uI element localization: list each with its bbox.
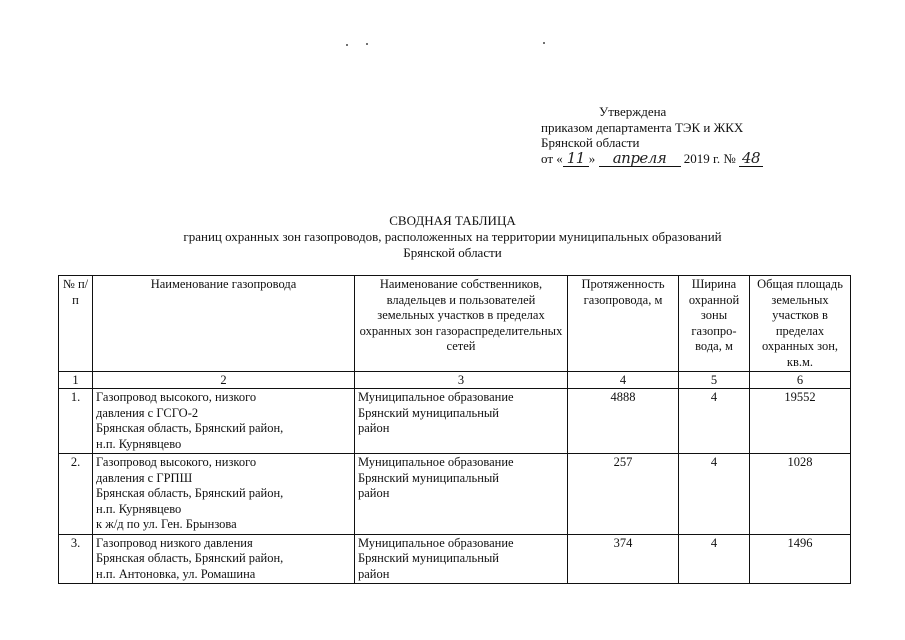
header-owner: Наименование собственников, владельцев и пользователей земельных участков в пределах охранных зон газораспределительных сетей — [355, 276, 568, 372]
pipeline-name-line: Брянская область, Брянский район, — [96, 486, 284, 500]
column-number-row — [59, 372, 851, 389]
owner-line: Муниципальное образование — [358, 535, 514, 550]
owner-line: район — [358, 486, 390, 500]
date-month: апреля — [612, 148, 667, 167]
date-day-field — [563, 148, 589, 167]
owner-line: Брянский муниципальный — [358, 405, 499, 420]
length-cell: 257 — [568, 454, 679, 535]
column-number: 4 — [568, 372, 679, 389]
table-row — [59, 454, 851, 535]
title-line-2: границ охранных зон газопроводов, расположенных на территории муниципальных образований — [183, 229, 722, 244]
order-number: 48 — [742, 148, 761, 167]
title-line-1: СВОДНАЯ ТАБЛИЦА — [389, 213, 516, 228]
owner-line: Брянский муниципальный — [358, 470, 499, 485]
number-prefix: № — [723, 150, 736, 166]
table-row — [59, 534, 851, 584]
zone-width-cell: 4 — [679, 454, 750, 535]
approval-title: Утверждена — [599, 104, 667, 119]
owner-line: Муниципальное образование — [358, 455, 514, 469]
area-cell: 1028 — [750, 454, 851, 535]
date-mid: » — [588, 150, 596, 166]
pipeline-name-line: Газопровод высокого, низкого — [96, 390, 257, 404]
date-year: 2019 г. — [683, 150, 721, 166]
date-month-field — [599, 148, 681, 167]
owner-line: Муниципальное образование — [358, 390, 514, 404]
column-number: 5 — [679, 372, 750, 389]
approval-order-line: приказом департамента ТЭК и ЖКХ — [541, 119, 744, 135]
pipeline-name-line: к ж/д по ул. Ген. Брынзова — [96, 517, 237, 531]
owner-cell — [355, 534, 568, 584]
header-zone-width: Ширина охранной зоны газопро-вода, м — [679, 276, 750, 372]
row-number: 2. — [59, 454, 93, 535]
pipeline-name-line: Газопровод низкого давления — [96, 535, 253, 550]
owner-line: район — [358, 421, 390, 435]
pipeline-name-cell — [93, 454, 355, 535]
title-line-3: Брянской области — [403, 245, 502, 260]
pipeline-name-cell — [93, 389, 355, 454]
order-number-field — [739, 148, 763, 167]
table-header-row — [59, 276, 851, 372]
pipeline-name-line: н.п. Курнявцево — [96, 501, 182, 516]
length-cell: 374 — [568, 534, 679, 584]
pipeline-name-line: Брянская область, Брянский район, — [96, 421, 284, 435]
length-cell: 4888 — [568, 389, 679, 454]
approval-date-line — [541, 148, 763, 167]
approval-region-line: Брянской области — [541, 135, 640, 150]
pipeline-name-line: Газопровод высокого, низкого — [96, 455, 257, 469]
row-number: 3. — [59, 534, 93, 584]
zone-width-cell: 4 — [679, 534, 750, 584]
header-area: Общая площадь земельных участков в пределах охранных зон, кв.м. — [750, 276, 851, 372]
owner-line: район — [358, 566, 390, 581]
zone-width-cell: 4 — [679, 389, 750, 454]
pipeline-name-cell — [93, 534, 355, 584]
pipeline-name-line: давления с ГРПШ — [96, 470, 193, 485]
document-title — [0, 213, 905, 261]
table-row — [59, 389, 851, 454]
owner-line: Брянский муниципальный — [358, 551, 499, 565]
approval-block — [541, 104, 763, 167]
owner-cell — [355, 389, 568, 454]
pipeline-name-line: н.п. Антоновка, ул. Ромашина — [96, 566, 256, 581]
area-cell: 1496 — [750, 534, 851, 584]
pipeline-name-line: давления с ГСГО-2 — [96, 405, 199, 420]
date-prefix: от « — [541, 150, 563, 166]
column-number: 2 — [93, 372, 355, 389]
column-number: 3 — [355, 372, 568, 389]
pipeline-name-line: н.п. Курнявцево — [96, 436, 182, 451]
area-cell: 19552 — [750, 389, 851, 454]
gas-pipeline-table — [58, 275, 851, 584]
header-num: № п/п — [59, 276, 93, 372]
date-day: 11 — [566, 148, 585, 167]
row-number: 1. — [59, 389, 93, 454]
owner-cell — [355, 454, 568, 535]
pipeline-name-line: Брянская область, Брянский район, — [96, 551, 284, 565]
header-length: Протяженность газопровода, м — [568, 276, 679, 372]
column-number: 6 — [750, 372, 851, 389]
column-number: 1 — [59, 372, 93, 389]
scan-specks — [340, 42, 560, 48]
header-pipeline-name: Наименование газопровода — [93, 276, 355, 372]
